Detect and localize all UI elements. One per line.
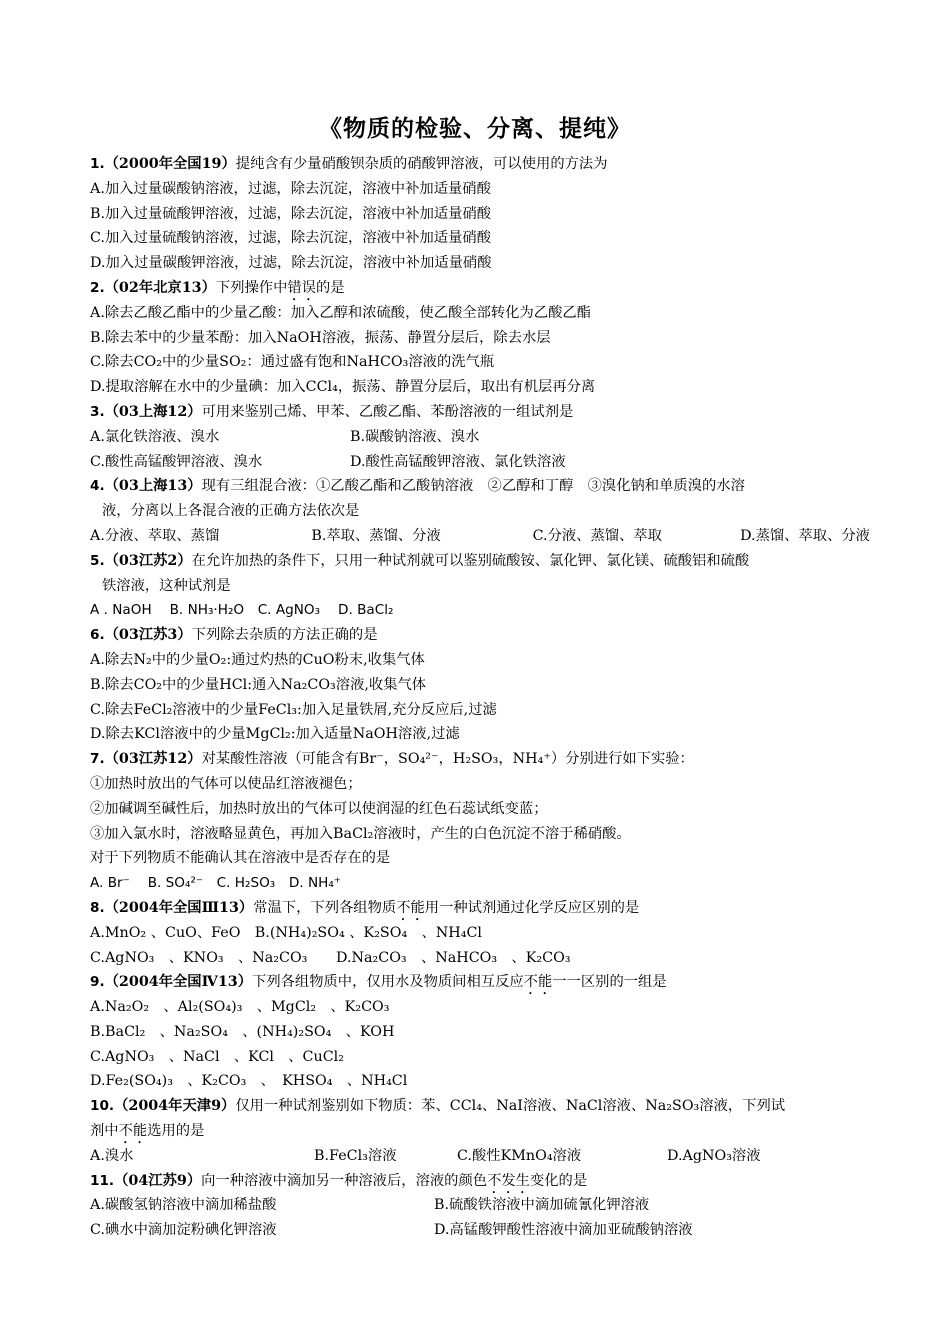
question-text: 常温下，下列各组物质 <box>253 899 397 916</box>
question-list <box>90 152 870 1243</box>
emphasis-text: 错误 <box>287 279 316 296</box>
question-number: 4. <box>90 478 105 495</box>
q1-option-b: B.加入过量硫酸钾溶液，过滤，除去沉淀，溶液中补加适量硝酸 <box>90 205 492 222</box>
question-text: 下列除去杂质的方法正确的是 <box>191 627 378 644</box>
question-source: （03上海12） <box>104 403 202 420</box>
question-source: （03江苏2） <box>104 552 192 569</box>
q4-option-c: C.分液、蒸馏、萃取 <box>532 527 662 544</box>
question-4-stem <box>90 474 870 499</box>
question-source: （02年北京13） <box>104 279 216 296</box>
question-text: 向一种溶液中滴加另一种溶液后，溶液的颜色 <box>201 1172 488 1189</box>
q11-options-row-2 <box>90 1218 870 1243</box>
question-text: 变化的是 <box>529 1172 588 1189</box>
question-1-stem <box>90 152 870 177</box>
question-number: 6. <box>90 627 105 644</box>
question-source: （04江苏9） <box>114 1172 202 1189</box>
q4-options <box>90 524 870 549</box>
q11-option-a: A.碳酸氢钠溶液中滴加稀盐酸 <box>90 1197 277 1214</box>
q9-option-a: A.Na₂O₂ 、Al₂(SO₄)₃ 、MgCl₂ 、K₂CO₃ <box>90 999 390 1016</box>
q3-options-row-1 <box>90 425 870 450</box>
question-2-stem <box>90 276 870 301</box>
q11-option-b: B.硫酸铁溶液中滴加硫氰化钾溶液 <box>434 1197 650 1214</box>
question-6-stem <box>90 623 870 648</box>
question-5-stem-cont: 铁溶液，这种试剂是 <box>102 577 231 594</box>
q11-options-row-1 <box>90 1193 870 1218</box>
q11-option-c: C.碘水中滴加淀粉碘化钾溶液 <box>90 1222 277 1239</box>
question-text: 现有三组混合液：①乙酸乙酯和乙酸钠溶液 ②乙醇和丁醇 ③溴化钠和单质溴的水溶 <box>201 478 745 495</box>
question-source: （2004年天津9） <box>114 1098 236 1115</box>
question-number: 9. <box>90 974 105 991</box>
question-source: （03上海13） <box>104 478 202 495</box>
question-3-stem <box>90 400 870 425</box>
q1-option-a: A.加入过量碳酸钠溶液，过滤，除去沉淀，溶液中补加适量硝酸 <box>90 180 491 197</box>
q9-option-d: D.Fe₂(SO₄)₃ 、K₂CO₃ 、 KHSO₄ 、NH₄Cl <box>90 1073 408 1090</box>
question-number: 11. <box>90 1172 115 1189</box>
q2-option-a: A.除去乙酸乙酯中的少量乙酸：加入乙醇和浓硫酸，使乙酸全部转化为乙酸乙酯 <box>90 304 591 321</box>
q6-option-d: D.除去KCl溶液中的少量MgCl₂:加入适量NaOH溶液,过滤 <box>90 726 460 743</box>
q6-option-b: B.除去CO₂中的少量HCl:通入Na₂CO₃溶液,收集气体 <box>90 676 427 693</box>
question-text: 提纯含有少量硝酸钡杂质的硝酸钾溶液，可以使用的方法为 <box>235 156 608 172</box>
question-number: 7. <box>90 751 105 768</box>
q9-option-c: C.AgNO₃ 、NaCl 、KCl 、CuCl₂ <box>90 1048 344 1065</box>
question-text: 下列操作中 <box>215 279 288 296</box>
q2-option-b: B.除去苯中的少量苯酚：加入NaOH溶液，振荡、静置分层后，除去水层 <box>90 329 551 346</box>
q3-option-b: B.碳酸钠溶液、溴水 <box>350 428 480 445</box>
question-7-stem <box>90 747 870 772</box>
question-text: 一一区别的一组是 <box>552 974 667 991</box>
question-9-stem <box>90 970 870 995</box>
emphasis-text: 不能 <box>118 1123 148 1140</box>
question-number: 2. <box>90 279 105 296</box>
question-text: 选用的是 <box>147 1123 205 1140</box>
q1-option-c: C.加入过量硫酸钠溶液，过滤，除去沉淀，溶液中补加适量硝酸 <box>90 230 491 247</box>
question-source: （03江苏12） <box>104 751 202 768</box>
question-text: 用一种试剂通过化学反应区别的是 <box>424 899 640 916</box>
q7-item-1: ①加热时放出的气体可以使品红溶液褪色； <box>90 775 362 792</box>
question-text: 在允许加热的条件下，只用一种试剂就可以鉴别硫酸铵、氯化钾、氯化镁、硫酸铝和硫酸 <box>191 552 750 569</box>
q10-option-d: D.AgNO₃溶液 <box>667 1147 761 1164</box>
question-text: 仅用一种试剂鉴别如下物质：苯、CCl₄、NaI溶液、NaCl溶液、Na₂SO₃溶液，下列试 <box>235 1098 786 1115</box>
q4-option-a: A.分液、萃取、蒸馏 <box>90 527 220 544</box>
emphasis-text: 不能 <box>396 899 425 916</box>
question-text: 下列各组物质中，仅用水及物质间相互反应 <box>252 974 524 991</box>
question-source: （2000年全国19） <box>104 156 236 172</box>
question-text: 剂中 <box>90 1123 119 1140</box>
question-number: 5. <box>90 552 105 569</box>
question-number: 3. <box>90 403 105 420</box>
q8-options-row-1: A.MnO₂ 、CuO、FeO B.(NH₄)₂SO₄ 、K₂SO₄ 、NH₄Cl <box>90 924 482 941</box>
question-source: （03江苏3） <box>104 627 192 644</box>
question-10-stem <box>90 1094 870 1119</box>
question-4-stem-cont: 液，分离以上各混合液的正确方法依次是 <box>102 503 360 520</box>
question-5-stem <box>90 549 870 574</box>
question-source: （2004年全国Ⅳ13） <box>104 974 253 991</box>
q10-option-c: C.酸性KMnO₄溶液 <box>457 1147 582 1164</box>
q8-options-row-2: C.AgNO₃ 、KNO₃ 、Na₂CO₃ D.Na₂CO₃ 、NaHCO₃ 、K₂CO₃ <box>90 949 571 966</box>
q6-option-a: A.除去N₂中的少量O₂:通过灼热的CuO粉末,收集气体 <box>90 651 425 668</box>
question-text: 对某酸性溶液（可能含有Br⁻，SO₄²⁻，H₂SO₃，NH₄⁺）分别进行如下实验： <box>201 751 694 768</box>
q1-option-d: D.加入过量碳酸钾溶液，过滤，除去沉淀，溶液中补加适量硝酸 <box>90 255 492 272</box>
q3-option-d: D.酸性高锰酸钾溶液、氯化铁溶液 <box>350 453 566 470</box>
q7-options: A. Br⁻ B. SO₄²⁻ C. H₂SO₃ D. NH₄⁺ <box>90 875 341 892</box>
q3-option-a: A.氯化铁溶液、溴水 <box>90 428 220 445</box>
question-text: 的是 <box>315 279 345 296</box>
q5-options: A . NaOH B. NH₃·H₂O C. AgNO₃ D. BaCl₂ <box>90 602 394 619</box>
question-8-stem <box>90 896 870 921</box>
q7-item-3: ③加入氯水时，溶液略显黄色，再加入BaCl₂溶液时，产生的白色沉淀不溶于稀硝酸。 <box>90 825 631 842</box>
q11-option-d: D.高锰酸钾酸性溶液中滴加亚硫酸钠溶液 <box>434 1222 693 1239</box>
q3-options-row-2 <box>90 450 870 475</box>
q2-option-d: D.提取溶解在水中的少量碘：加入CCl₄，振荡、静置分层后，取出有机层再分离 <box>90 379 596 396</box>
question-source: （2004年全国Ⅲ13） <box>104 899 254 916</box>
question-11-stem <box>90 1169 870 1194</box>
question-number: 8. <box>90 899 105 916</box>
q2-option-c: C.除去CO₂中的少量SO₂：通过盛有饱和NaHCO₃溶液的洗气瓶 <box>90 354 495 371</box>
emphasis-text: 不能 <box>523 974 553 991</box>
q4-option-d: D.蒸馏、萃取、分液 <box>740 527 870 544</box>
q10-options <box>90 1144 870 1169</box>
q3-option-c: C.酸性高锰酸钾溶液、溴水 <box>90 453 263 470</box>
q4-option-b: B.萃取、蒸馏、分液 <box>311 527 441 544</box>
q10-option-a: A.溴水 <box>90 1147 134 1164</box>
q9-option-b: B.BaCl₂ 、Na₂SO₄ 、(NH₄)₂SO₄ 、KOH <box>90 1023 395 1040</box>
page-title: 《物质的检验、分离、提纯》 <box>319 115 631 142</box>
question-number: 1. <box>90 156 105 172</box>
question-10-stem-cont <box>90 1119 870 1144</box>
emphasis-text: 不发生 <box>487 1172 530 1189</box>
q7-item-2: ②加碱调至碱性后，加热时放出的气体可以使润湿的红色石蕊试纸变蓝； <box>90 800 548 817</box>
q10-option-b: B.FeCl₃溶液 <box>314 1147 397 1164</box>
q6-option-c: C.除去FeCl₂溶液中的少量FeCl₃:加入足量铁屑,充分反应后,过滤 <box>90 701 497 718</box>
q7-question: 对于下列物质不能确认其在溶液中是否存在的是 <box>90 850 391 867</box>
question-number: 10. <box>90 1098 115 1115</box>
question-text: 可用来鉴别己烯、甲苯、乙酸乙酯、苯酚溶液的一组试剂是 <box>201 403 574 420</box>
